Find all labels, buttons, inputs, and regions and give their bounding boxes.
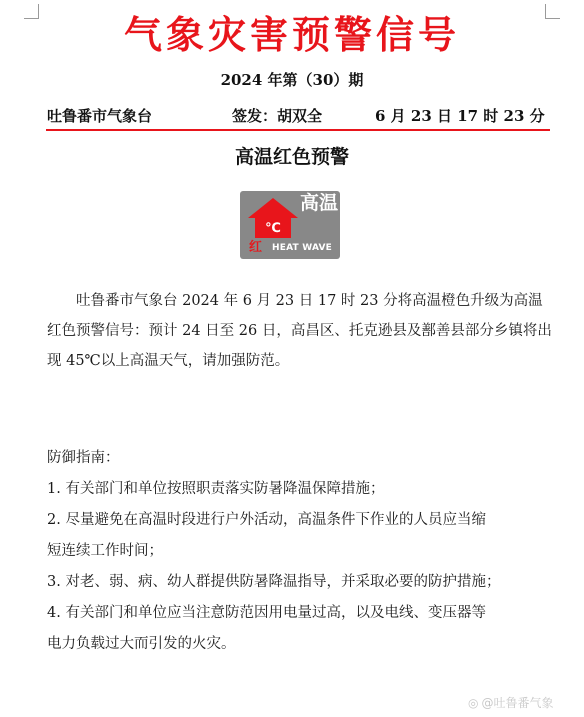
- issue-time: 6 月 23 日 17 时 23 分: [375, 107, 545, 125]
- issue-number: 2024 年第（30）期: [220, 71, 364, 89]
- heat-wave-red-badge: [240, 191, 340, 259]
- thermometer-house-icon: [244, 195, 302, 241]
- svg-text:℃: ℃: [265, 221, 281, 236]
- badge-english-label: HEAT WAVE: [272, 243, 333, 253]
- badge-color-label: 红: [249, 240, 263, 255]
- guide-item: 电力负载过大而引发的火灾。: [47, 636, 236, 652]
- document-title: 气象灾害预警信号: [123, 12, 460, 57]
- issuer-row: [47, 106, 547, 126]
- guide-title: 防御指南：: [47, 450, 120, 466]
- badge-hazard-text: 高温: [300, 192, 339, 214]
- guide-item: 1. 有关部门和单位按照职责落实防暑降温保障措施；: [47, 481, 385, 497]
- issuer-name: 吐鲁番市气象台: [47, 107, 153, 125]
- watermark-text: @吐鲁番气象: [481, 696, 554, 710]
- source-watermark: [468, 695, 554, 711]
- guide-item: 4. 有关部门和单位应当注意防范因用电量过高，以及电线、变压器等: [47, 605, 486, 621]
- weibo-icon: ◎: [468, 696, 479, 710]
- guide-item: 2. 尽量避免在高温时段进行户外活动，高温条件下作业的人员应当缩: [47, 512, 486, 528]
- warning-paragraph: 吐鲁番市气象台 2024 年 6 月 23 日 17 时 23 分将高温橙色升级为高温红色预警信号：预计 24 日至 26 日，高昌区、托克逊县及鄯善县部分乡镇将出现 45℃以上高温天气，请加强防范。: [47, 293, 552, 369]
- header-divider: [46, 129, 550, 131]
- guide-item: 3. 对老、弱、病、幼人群提供防暑降温指导，并采取必要的防护措施；: [47, 574, 501, 590]
- defense-guide: [47, 443, 552, 660]
- guide-item: 短连续工作时间；: [47, 543, 163, 559]
- signer: 签发：胡双全: [232, 107, 323, 125]
- warning-title: 高温红色预警: [234, 146, 349, 168]
